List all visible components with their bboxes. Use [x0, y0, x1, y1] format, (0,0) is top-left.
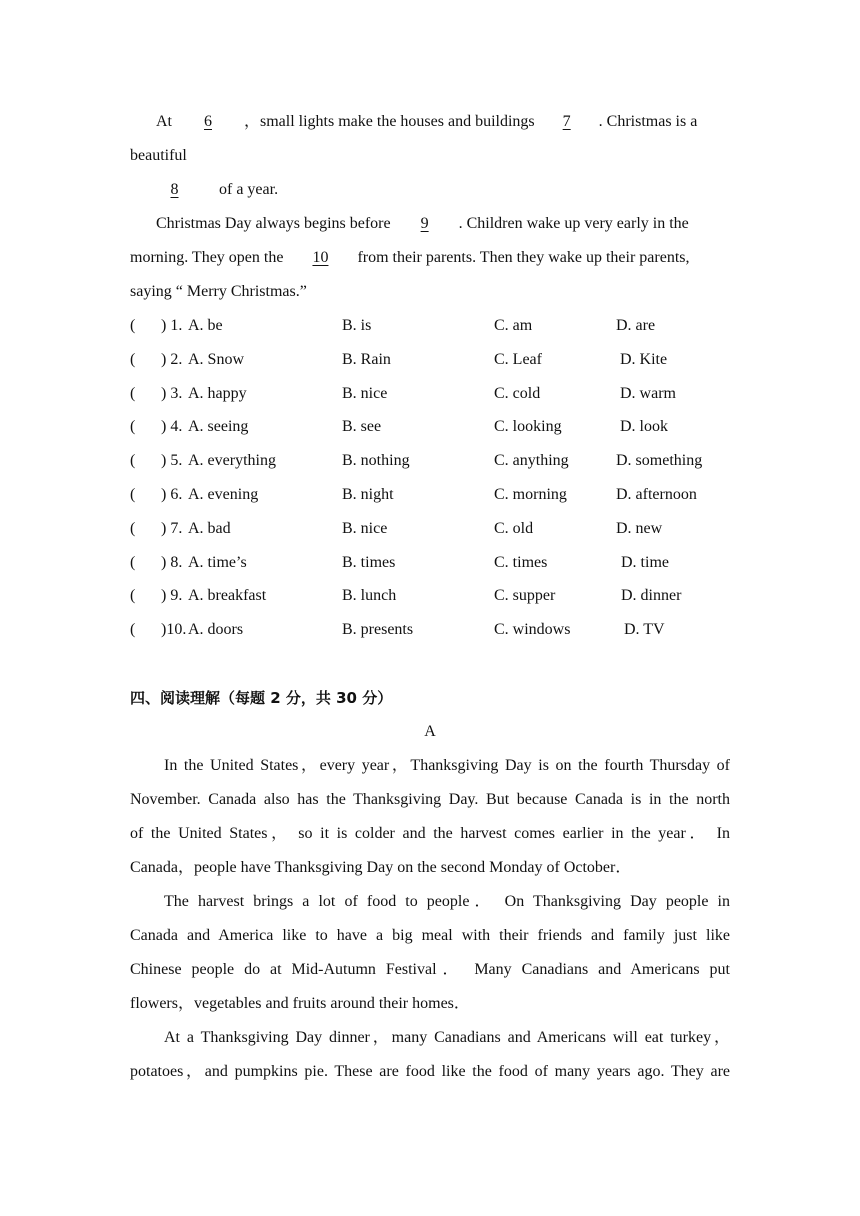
question-number: ) 3.: [161, 384, 183, 402]
answer-paren: (: [130, 485, 136, 503]
cloze-line: [130, 207, 730, 241]
question-number: )10.: [161, 621, 187, 639]
passage-line: November. Canada also has the Thanksgiving Day. But because Canada is in the north: [130, 790, 730, 808]
passage-line: flowers，vegetables and fruits around their homes．: [130, 994, 470, 1012]
option-a: A. seeing: [188, 418, 249, 436]
question-number: ) 9.: [161, 587, 183, 605]
option-d: D. dinner: [621, 587, 682, 605]
option-a: A. doors: [188, 621, 244, 639]
question-number: ) 6.: [161, 485, 183, 503]
question-number: ) 4.: [161, 418, 183, 436]
option-row-3: [130, 377, 730, 411]
text: of a year.: [219, 181, 279, 198]
answer-paren: (: [130, 384, 136, 402]
option-row-6: [130, 478, 730, 512]
passage-line: potatoes，and pumpkins pie. These are food like the food of many years ago. They are: [130, 1062, 730, 1080]
cloze-line: [130, 139, 730, 173]
option-row-5: [130, 444, 730, 478]
passage-line: Canada and America like to have a big meal with their friends and family just like: [130, 926, 730, 944]
answer-paren: (: [130, 317, 136, 334]
option-b: B. night: [342, 485, 394, 503]
option-a: A. happy: [188, 384, 247, 402]
option-row-9: [130, 579, 730, 613]
option-b: B. is: [342, 317, 372, 334]
option-row-10: [130, 613, 730, 647]
option-c: C. times: [494, 553, 548, 571]
option-b: B. nice: [342, 519, 388, 537]
option-row-2: [130, 343, 730, 377]
cloze-line: [130, 105, 730, 139]
option-c: C. cold: [494, 384, 541, 402]
option-b: B. see: [342, 418, 382, 436]
option-a: A. time’s: [188, 553, 247, 571]
answer-paren: (: [130, 553, 136, 571]
question-number: ) 8.: [161, 553, 183, 571]
options-list: [130, 309, 730, 647]
option-row-1: [130, 309, 730, 343]
blank-10: 10: [312, 249, 329, 266]
option-row-8: [130, 546, 730, 580]
option-c: C. windows: [494, 621, 571, 639]
text: saying “ Merry Christmas.”: [130, 283, 307, 300]
option-d: D. Kite: [620, 350, 668, 368]
option-b: B. lunch: [342, 587, 397, 605]
option-a: A. everything: [188, 452, 276, 470]
cloze-line: [130, 275, 730, 309]
passage-line: Canada，people have Thanksgiving Day on the second Monday of October．: [130, 858, 632, 876]
text: morning. They open the: [130, 249, 284, 266]
option-d: D. new: [616, 519, 663, 537]
cloze-line: [130, 173, 730, 207]
passage-line: In the United States，every year，Thanksgiving Day is on the fourth Thursday of: [164, 756, 730, 774]
passage-label: A: [424, 722, 436, 740]
text: ，small lights make the houses and buildings: [244, 113, 535, 130]
passage-line: At a Thanksgiving Day dinner，many Canadians and Americans will eat turkey，: [164, 1028, 731, 1046]
answer-paren: (: [130, 418, 136, 436]
passage-line: Chinese people do at Mid-Autumn Festival． Many Canadians and Americans put: [130, 960, 730, 978]
option-d: D. look: [620, 418, 668, 436]
option-d: D. TV: [624, 621, 665, 639]
option-c: C. anything: [494, 452, 569, 470]
option-b: B. nice: [342, 384, 388, 402]
section-title: 四、阅读理解（每题 2 分，共 30 分）: [130, 688, 393, 707]
text: beautiful: [130, 147, 187, 164]
text: . Children wake up very early in the: [458, 215, 689, 232]
cloze-line: [130, 241, 730, 275]
option-c: C. old: [494, 519, 534, 537]
option-c: C. am: [494, 317, 533, 334]
option-d: D. something: [616, 452, 703, 470]
question-number: ) 2.: [161, 350, 183, 368]
option-d: D. time: [621, 553, 669, 571]
text: Christmas Day always begins before: [156, 215, 391, 232]
page-content: [130, 105, 730, 1089]
passage-line: The harvest brings a lot of food to people． On Thanksgiving Day people in: [164, 892, 730, 910]
reading-passage: [130, 749, 730, 1089]
text: . Christmas is a: [598, 113, 698, 130]
option-a: A. bad: [188, 519, 231, 537]
option-c: C. looking: [494, 418, 562, 436]
option-a: A. breakfast: [188, 587, 267, 605]
option-a: A. Snow: [188, 350, 245, 368]
answer-paren: (: [130, 621, 136, 639]
text: from their parents. Then they wake up their parents,: [357, 249, 690, 266]
question-number: ) 7.: [161, 519, 183, 537]
answer-paren: (: [130, 587, 136, 605]
question-number: ) 1.: [161, 317, 183, 334]
option-a: A. evening: [188, 485, 259, 503]
option-b: B. times: [342, 553, 396, 571]
answer-paren: (: [130, 350, 136, 368]
option-a: A. be: [188, 317, 223, 334]
option-d: D. afternoon: [616, 485, 697, 503]
blank-8: 8: [170, 181, 179, 198]
option-row-4: [130, 410, 730, 444]
option-b: B. presents: [342, 621, 414, 639]
answer-paren: (: [130, 519, 136, 537]
option-c: C. morning: [494, 485, 567, 503]
option-b: B. nothing: [342, 452, 410, 470]
blank-6: 6: [204, 113, 212, 130]
option-c: C. supper: [494, 587, 556, 605]
option-d: D. warm: [620, 384, 676, 402]
option-c: C. Leaf: [494, 350, 542, 368]
passage-line: of the United States， so it is colder and the harvest comes earlier in the year． In: [130, 824, 730, 842]
blank-7: 7: [562, 113, 571, 130]
question-number: ) 5.: [161, 452, 183, 470]
option-d: D. are: [616, 317, 656, 334]
text: At: [156, 113, 172, 130]
option-b: B. Rain: [342, 350, 391, 368]
option-row-7: [130, 512, 730, 546]
answer-paren: (: [130, 452, 136, 470]
blank-9: 9: [420, 215, 429, 232]
